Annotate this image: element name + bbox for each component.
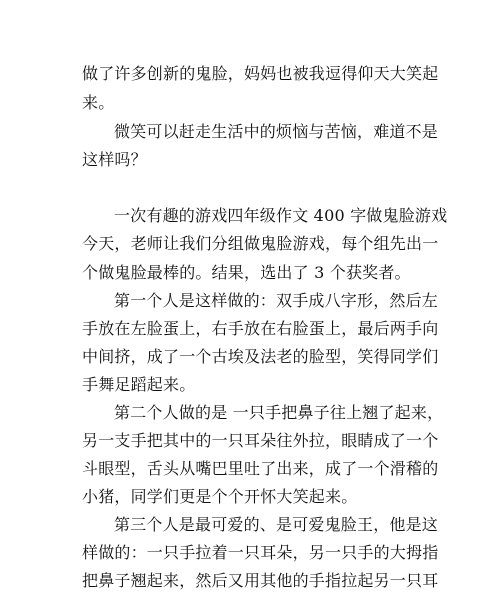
text-line: 手放在左脸蛋上，右手放在右脸蛋上，最后两手向 (82, 319, 439, 338)
text-line: 个做鬼脸最棒的。结果，选出了 3 个获奖者。 (82, 263, 411, 282)
text-line: 手舞足蹈起来。 (82, 375, 196, 394)
text-line: 来。 (82, 93, 115, 112)
text-line: 样做的：一只手拉着一只耳朵，另一只手的大拇指 (82, 543, 439, 562)
text-line: 中间挤，成了一个古埃及法老的脸型，笑得同学们 (82, 347, 439, 366)
text-line: 把鼻子翘起来，然后又用其他的手指拉起另一只耳 (82, 571, 439, 590)
text-line: 小猪，同学们更是个个开怀大笑起来。 (82, 487, 358, 506)
paragraph-start-line: 微笑可以赶走生活中的烦恼与苦恼，难道不是 (114, 122, 439, 141)
text-line: 今天，老师让我们分组做鬼脸游戏，每个组先出一 (82, 234, 439, 253)
paragraph-start-line: 第三个人是最可爱的、是可爱鬼脸王，他是这 (114, 515, 439, 534)
paragraph-start-line: 第一个人是这样做的：双手成八字形，然后左 (114, 291, 439, 310)
text-line: 斗眼型，舌头从嘴巴里吐了出来，成了一个滑稽的 (82, 459, 439, 478)
paragraph-start-line: 第二个人做的是 一只手把鼻子往上翘了起来， (114, 403, 444, 422)
text-line: 做了许多创新的鬼脸，妈妈也被我逗得仰天大笑起 (82, 64, 439, 83)
essay-title-line: 一次有趣的游戏四年级作文 400 字做鬼脸游戏 (114, 206, 448, 225)
text-line: 另一支手把其中的一只耳朵往外拉，眼睛成了一个 (82, 431, 439, 450)
text-line: 这样吗？ (82, 150, 147, 169)
